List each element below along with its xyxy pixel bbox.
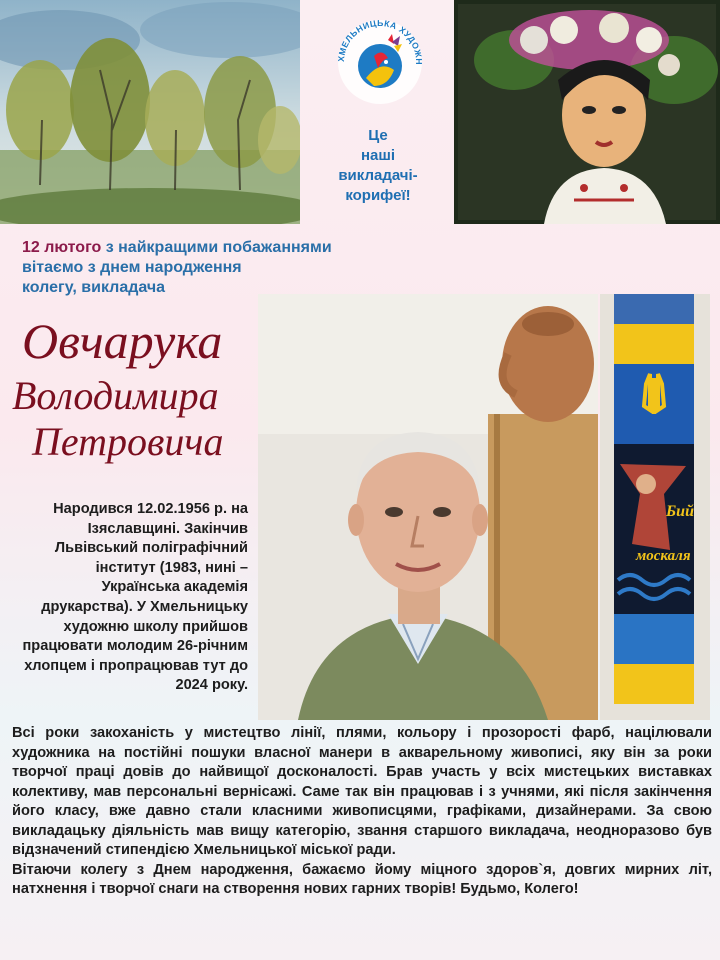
greeting-line1-rest: з найкращими побажаннями <box>101 239 332 256</box>
school-logo <box>330 10 430 110</box>
greeting-text <box>22 238 442 298</box>
greeting-date: 12 лютого <box>22 239 102 256</box>
main-text <box>12 724 712 900</box>
watercolor-landscape-painting <box>0 0 300 224</box>
svg-text:ХМЕЛЬНИЦЬКА ХУДОЖНЯ ШКОЛА: ХМЕЛЬНИЦЬКА ХУДОЖН <box>335 17 425 66</box>
main-paragraph-2: Вітаючи колегу з Днем народження, бажаємо йому міцного здоров`я, довгих мирних літ, натхнення і творчої снаги на створення нових гарних творів! Будьмо, Колего! <box>12 861 712 897</box>
folk-woman-portrait-painting <box>454 0 720 224</box>
slogan-text: Це наші викладачі- корифеї! <box>338 127 418 204</box>
bottle-text-line2: москаля <box>636 548 691 564</box>
biography-text: Народився 12.02.1956 р. на Ізяславщині. Закінчив Львівський поліграфічний інститут (1983, нині – Українська академія друкарства). У Хмельницьку художню школу прийшов працювати молодим 26-річним хлопцем і пропрацював тут до 2024 року. <box>22 501 248 694</box>
bottle-text-line1: Бий <box>666 503 694 520</box>
name-first: Володимира <box>12 373 219 418</box>
painted-bottle-photo <box>600 294 710 720</box>
teacher-photo <box>258 294 598 720</box>
name-surname: Овчарука <box>22 313 223 369</box>
main-paragraph-1: Всі роки закоханість у мистецтво лінії, плями, кольору і прозорості фарб, націлювали художника на постійні пошуки власної манери в акварельному живописі, яку він за роки творчої праці довів до найвищої досконалості. Брав участь у всіх мистецьких виставках колективу, мав персональні вернісажі. Саме так він працював і з учнями, які після закінчення його класу, вже давно стали класними живописцями, графіками, дизайнерами. За свою викладацьку діяльність мав вищу категорію, звання старшого викладача, неодноразово був відзначений стипендією Хмельницької міської ради. <box>12 725 712 858</box>
greeting-line3: колегу, викладача <box>22 279 166 296</box>
name-patronymic: Петровича <box>32 419 224 464</box>
greeting-line2: вітаємо з днем народження <box>22 259 242 276</box>
